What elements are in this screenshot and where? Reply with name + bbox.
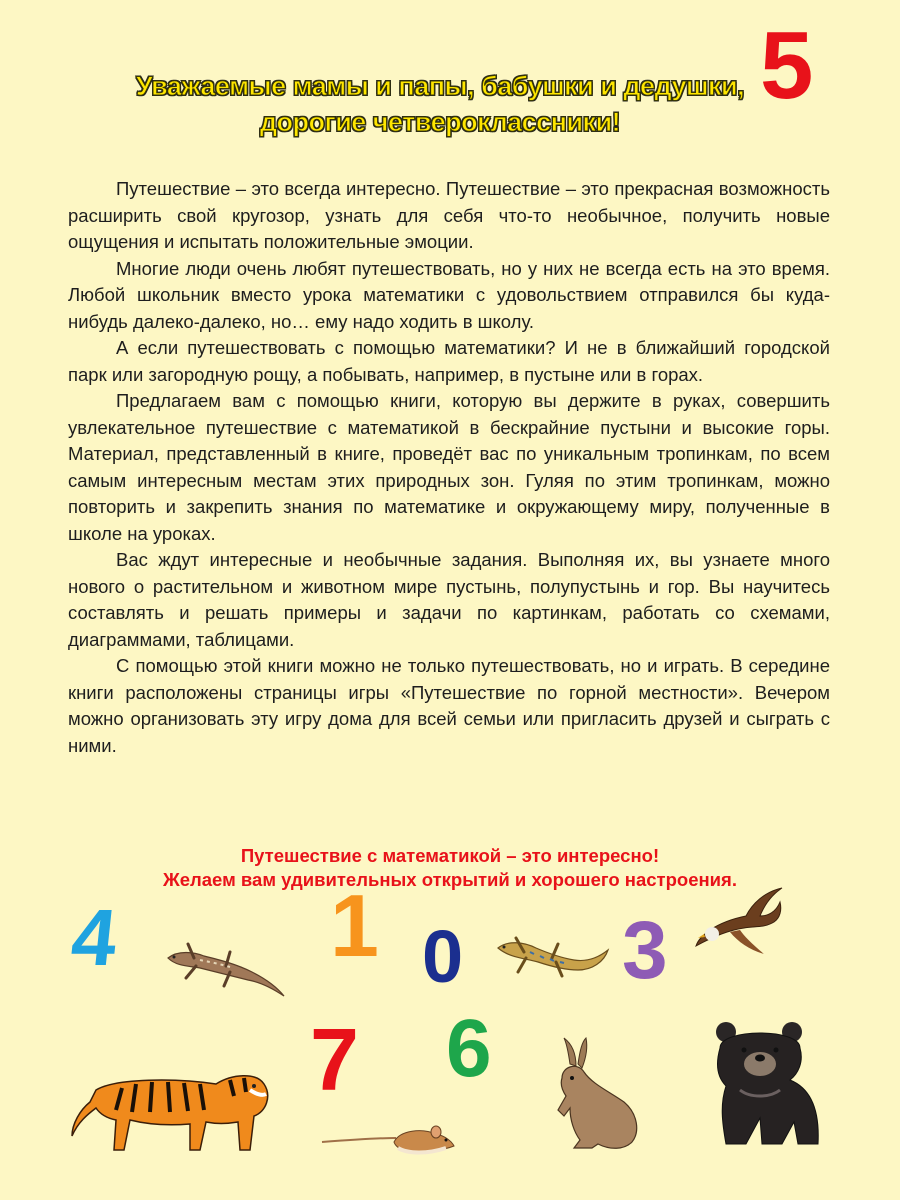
- page-number: 5: [760, 12, 814, 119]
- digit-four: 4: [67, 893, 122, 982]
- paragraph: Многие люди очень любят путешествовать, но у них не всегда есть на это время. Любой школьник вместо урока математики с удовольствием отправился бы куда-нибудь далеко-далеко, но… ему надо ходить в школу.: [68, 257, 830, 332]
- page-title: [120, 68, 760, 140]
- digit-one: 1: [330, 876, 379, 975]
- digit-six: 6: [446, 1003, 492, 1094]
- closing-line-2: Желаем вам удивительных открытий и хорошего настроения.: [163, 869, 737, 890]
- lizard-icon: [160, 930, 290, 1000]
- bear-icon: [700, 1018, 830, 1148]
- intro-text: [68, 176, 830, 759]
- paragraph: Путешествие – это всегда интересно. Путешествие – это прекрасная возможность расширить свой кругозор, узнать для себя что-то необычное, получить новые ощущения и испытать положительные эмоции.: [68, 178, 830, 252]
- mouse-icon: [318, 1120, 458, 1160]
- paragraph: С помощью этой книги можно не только путешествовать, но и играть. В середине книги расположены страницы игры «Путешествие по горной местности». Вечером можно организовать эту игру дома для всей семьи или пригласить друзей и сыграть с ними.: [68, 655, 830, 756]
- paragraph: Вас ждут интересные и необычные задания. Выполняя их, вы узнаете много нового о растительном и животном мире пустынь, полупустынь и гор. Вы научитесь составлять и решать примеры и задачи по картинкам, работать со схемами, диаграммами, таблицами.: [68, 549, 830, 650]
- gecko-icon: [494, 930, 614, 1000]
- paragraph: Предлагаем вам с помощью книги, которую вы держите в руках, совершить увлекательное путешествие с математикой в бескрайние пустыни и высокие горы. Материал, представленный в книге, проведёт вас по уникальным тропинкам, по всем самым интересным местам этих природных зон. Гуляя по этим тропинкам, можно повторить и закрепить знания по математике и окружающему миру, полученные в школе на уроках.: [68, 390, 830, 544]
- title-line-1: Уважаемые мамы и папы, бабушки и дедушки,: [135, 71, 745, 101]
- digit-three: 3: [622, 905, 668, 996]
- hare-icon: [540, 1036, 650, 1156]
- digit-seven: 7: [310, 1010, 359, 1109]
- closing-line-1: Путешествие с математикой – это интересно!: [240, 845, 660, 866]
- tiger-icon: [66, 1050, 276, 1160]
- digit-zero: 0: [422, 915, 464, 998]
- eagle-icon: [690, 884, 790, 964]
- title-line-2: дорогие четвероклассники!: [259, 107, 621, 137]
- paragraph: А если путешествовать с помощью математики? И не в ближайший городской парк или загородную рощу, а побывать, например, в пустыне или в горах.: [68, 337, 830, 385]
